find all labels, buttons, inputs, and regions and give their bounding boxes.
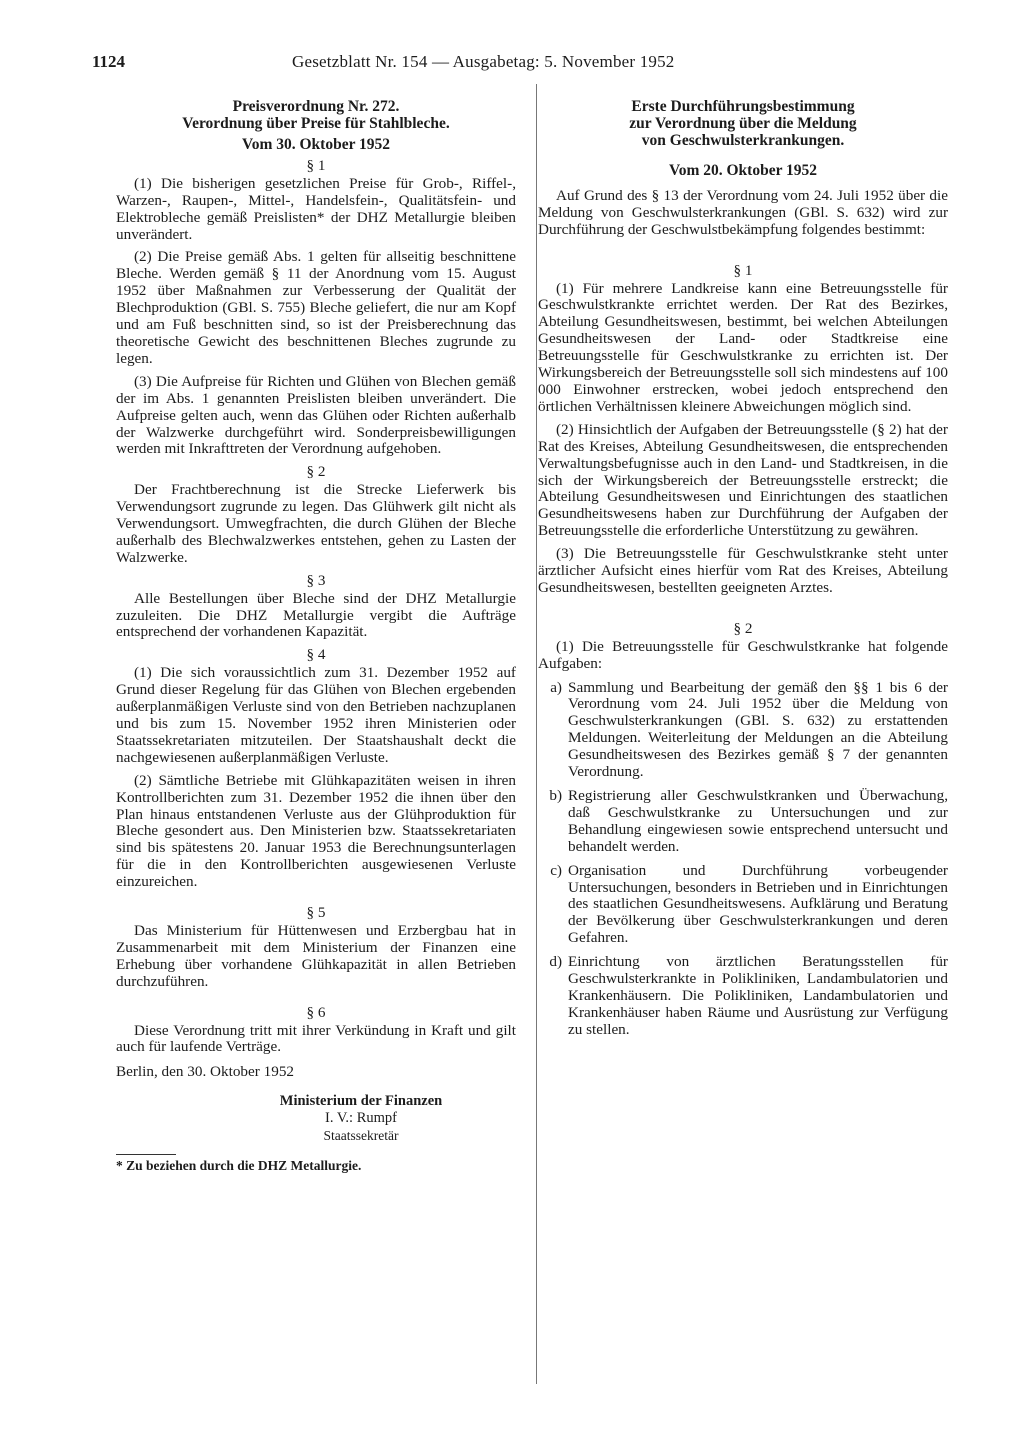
list-item-label: d) <box>549 953 562 971</box>
right-s2-para-1: (1) Die Betreuungsstelle für Geschwulstkranke hat folgende Aufgaben: <box>538 637 948 672</box>
left-section-3: § 3 <box>306 571 326 589</box>
right-s1-para-1: (1) Für mehrere Landkreise kann eine Betreuungsstelle für Geschwulstkrankte errichtet werden. Der Rat des Bezirkes, Abteilung Gesundheitswesen, bestimmt, bei welchen Abteilungen Gesundheitswesen der Land- oder Stadtkreise eine Betreuungsstelle für Geschwulstkranke zu errichten ist. Der Wirkungsbereich der Betreuungsstelle soll sich mindestens auf 100 000 Einwohner erstrecken, wobei jedoch entsprechend den örtlichen Verhältnissen kleinere Abweichungen möglich sind. <box>538 279 948 415</box>
page-header <box>92 48 754 76</box>
left-section-5: § 5 <box>306 904 326 922</box>
left-section-1: § 1 <box>306 156 326 174</box>
left-s5-para-1: Das Ministerium für Hüttenwesen und Erzbergbau hat in Zusammenarbeit mit dem Ministerium der Finanzen eine Erhebung über vorhandene Glühkapazität in allen Betrieben durchzuführen. <box>116 921 516 990</box>
right-title-2: zur Verordnung über die Meldung <box>629 115 857 132</box>
signature-name: I. V.: Rumpf <box>325 1110 397 1127</box>
right-s1-para-3: (3) Die Betreuungsstelle für Geschwulstkranke steht unter ärztlicher Aufsicht eines hierfür vom Rat des Kreises, Abteilung Gesundheitswesen, bestellten geeigneten Arztes. <box>538 545 948 596</box>
list-item-text: Einrichtung von ärztlichen Beratungsstellen für Geschwulsterkrankte in Polikliniken, Landambulatorien und Krankenhäusern. Die Polikliniken, Landambulatorien und Krankenhäuser haben Räume und Ausrüstung zur Verfügung zu stellen. <box>568 953 948 1038</box>
left-date: Vom 30. Oktober 1952 <box>241 136 391 153</box>
task-list <box>538 680 948 1039</box>
list-item-text: Organisation und Durchführung vorbeugender Untersuchungen, besonders in Betrieben und in Einrichtungen des staatlichen Gesundheitswesens. Aufklärung und Beratung der Bevölkerung über Geschwulsterkrankungen und deren Gefahren. <box>568 861 948 947</box>
page-number: 1124 <box>92 52 126 71</box>
left-s1-para-2: (2) Die Preise gemäß Abs. 1 gelten für allseitig beschnittene Bleche. Werden gemäß § 11 der Anordnung vom 15. August 1952 über Maßnahmen zur Verbesserung der Qualität der Blechproduktion (GBl. S. 755) Bleche geliefert, die nur am Kopf und am Fuß beschnitten sind, so ist der Preisberechnung das theoretische Gewicht des beschnittenen Bleches zugrunde zu legen. <box>116 248 516 367</box>
left-s3-para-1: Alle Bestellungen über Bleche sind der DHZ Metallurgie zuzuleiten. Die DHZ Metallurgie vergibt die Aufträge entsprechend der vorhandenen Kapazität. <box>116 589 516 641</box>
list-item <box>538 788 948 856</box>
footnote: * Zu beziehen durch die DHZ Metallurgie. <box>116 1158 362 1174</box>
list-item-text: Registrierung aller Geschwulstkranken und Überwachung, daß Geschwulstkranke zu Untersuchungen und zur Behandlung eingewiesen sowie entsprechend untersucht und behandelt werden. <box>568 787 948 855</box>
right-date: Vom 20. Oktober 1952 <box>668 162 818 179</box>
left-s4-para-2: (2) Sämtliche Betriebe mit Glühkapazitäten weisen in ihren Kontrollberichten zum 31. Dezember 1952 die ihnen über den Plan hinaus entstandenen Verluste aus der Glühproduktion für Bleche gesondert aus. Den Ministerien bzw. Staatssekretariaten sind bis spätestens 20. Januar 1953 die Berechnungsunterlagen für die in den Kontrollberichten ausgewiesenen Verluste einzureichen. <box>116 771 516 891</box>
list-item-label: a) <box>550 678 562 696</box>
left-section-2: § 2 <box>306 463 326 481</box>
list-item-label: b) <box>549 787 562 804</box>
signature-block <box>116 1093 516 1144</box>
left-section-4: § 4 <box>306 646 326 664</box>
left-column <box>116 98 516 1175</box>
list-item <box>538 954 948 1039</box>
list-item-text: Sammlung und Bearbeitung der gemäß den §§ 1 bis 6 der Verordnung vom 24. Juli 1952 über die Meldung von Geschwulsterkrankungen (GBl. S. 632) zu erstattenden Meldungen. Weiterleitung der Meldungen an die Abteilung Gesundheitswesen des Bezirkes gemäß § 7 der genannten Verordnung. <box>568 678 948 781</box>
right-title-3: von Geschwulsterkrankungen. <box>641 132 845 149</box>
left-s1-para-3: (3) Die Aufpreise für Richten und Glühen von Blechen gemäß der im Abs. 1 genannten Preislisten bleiben unverändert. Die Aufpreise gelten auch, wenn das Glühen oder Richten außerhalb der Walzwerke durchgeführt wird. Sonderpreisbewilligungen werden mit Inkrafttreten der Verordnung aufgehoben. <box>116 372 516 458</box>
right-title-1: Erste Durchführungsbestimmung <box>631 98 855 115</box>
left-s2-para-1: Der Frachtberechnung ist die Strecke Lieferwerk bis Verwendungsort zugrunde zu legen. Das Glühwerk gilt nicht als Verwendungsort. Umwegfrachten, die durch Glühen der Bleche außerhalb des Blechwalzwerkes entstehen, gehen zu Lasten der Walzwerke. <box>116 481 516 566</box>
column-divider <box>536 84 537 1384</box>
footnote-rule <box>116 1154 176 1155</box>
right-column <box>538 98 948 1046</box>
left-s6-para-1: Diese Verordnung tritt mit ihrer Verkündung in Kraft und gilt auch für laufende Verträge. <box>116 1021 516 1056</box>
right-section-2: § 2 <box>733 619 753 637</box>
left-title-1: Preisverordnung Nr. 272. <box>232 98 400 115</box>
left-s1-para-1: (1) Die bisherigen gesetzlichen Preise für Grob-, Riffel-, Warzen-, Raupen-, Mittel-, Handelsfein-, Qualitätsfein- und Elektrobleche gemäß Preislisten* der DHZ Metallurgie bleiben unverändert. <box>116 174 516 243</box>
left-title-2: Verordnung über Preise für Stahlbleche. <box>182 115 450 132</box>
list-item <box>538 680 948 781</box>
signature-role: Staatssekretär <box>323 1128 399 1144</box>
place-date: Berlin, den 30. Oktober 1952 <box>116 1063 295 1081</box>
left-section-6: § 6 <box>306 1003 326 1021</box>
signature-ministry: Ministerium der Finanzen <box>279 1093 443 1110</box>
right-section-1: § 1 <box>733 261 753 279</box>
right-intro: Auf Grund des § 13 der Verordnung vom 24. Juli 1952 über die Meldung von Geschwulsterkrankungen (GBl. S. 632) wird zur Durchführung der Geschwulstbekämpfung folgendes bestimmt: <box>538 186 948 238</box>
list-item-label: c) <box>550 861 562 879</box>
running-title: Gesetzblatt Nr. 154 — Ausgabetag: 5. November 1952 <box>292 52 675 71</box>
right-s1-para-2: (2) Hinsichtlich der Aufgaben der Betreuungsstelle (§ 2) hat der Rat des Kreises, Abteilung Gesundheitswesen, die entsprechenden Verwaltungsbefugnisse auch in den Land- und Stadtkreisen, in die sich der Wirkungsbereich der Betreuungsstelle erstreckt; die Abteilung Gesundheitswesen und Einrichtungen des staatlichen Gesundheitswesens haben zur Durchführung der Aufgaben der Betreuungsstelle die erforderliche Unterstützung zu gewähren. <box>538 420 948 540</box>
left-s4-para-1: (1) Die sich voraussichtlich zum 31. Dezember 1952 auf Grund dieser Regelung für das Glühen von Blechen ergebenden außerplanmäßigen Verluste sind von den Betrieben nachzuplanen und bis zum 15. November 1952 ihren Ministerien oder Staatssekretariaten mitzuteilen. Der Staatshaushalt deckt die nachgewiesenen außerplanmäßigen Verluste. <box>116 664 516 766</box>
list-item <box>538 863 948 948</box>
